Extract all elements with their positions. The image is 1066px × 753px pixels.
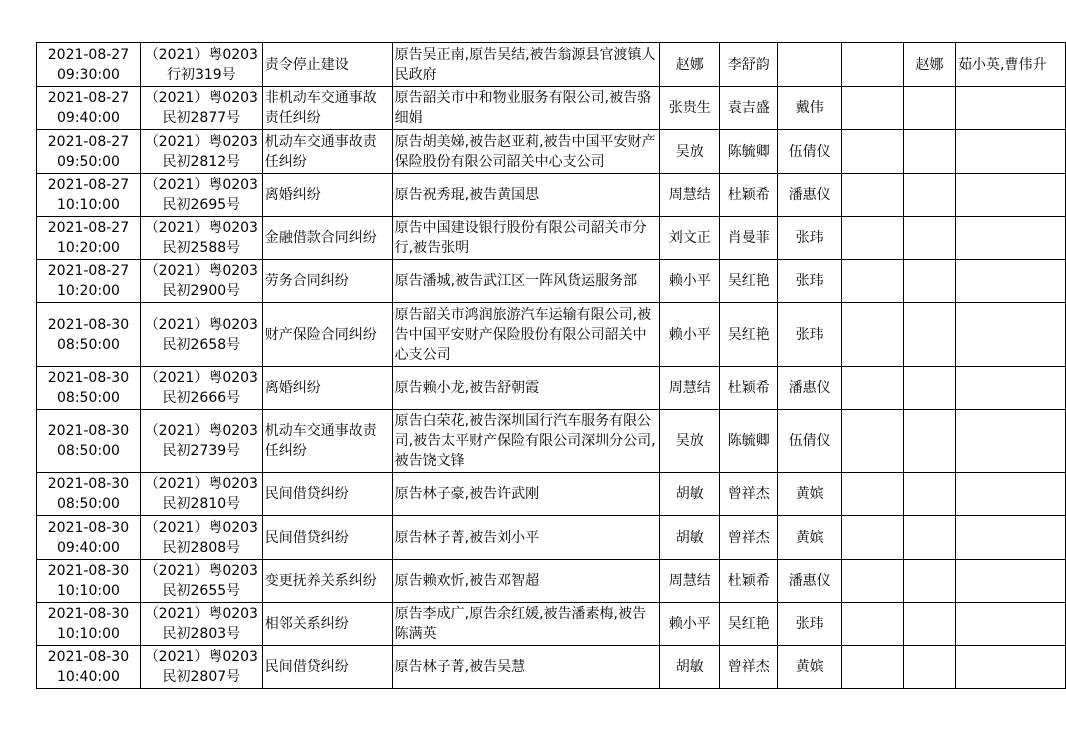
- personnel-cell-4: [842, 603, 904, 646]
- case-cause-cell: 非机动车交通事故责任纠纷: [262, 87, 392, 130]
- table-row: [37, 473, 1066, 516]
- case-number-prefix: （2021）粤0203: [144, 263, 258, 279]
- personnel-cell-4: [842, 43, 904, 87]
- hearing-time: 09:50:00: [57, 153, 120, 170]
- case-number-prefix: （2021）粤0203: [144, 177, 258, 193]
- hearing-date: 2021-08-27: [47, 220, 130, 236]
- personnel-cell-2: 杜颖希: [720, 174, 778, 217]
- case-cause-cell: 相邻关系纠纷: [262, 603, 392, 646]
- parties-cell: 原告中国建设银行股份有限公司韶关市分行,被告张明: [392, 217, 660, 260]
- case-cause-cell: 离婚纠纷: [262, 367, 392, 410]
- table-row: [37, 367, 1066, 410]
- personnel-cell-1: 吴放: [660, 410, 720, 473]
- hearing-time: 09:40:00: [57, 539, 120, 556]
- hearing-datetime-cell: [37, 43, 141, 87]
- hearing-date: 2021-08-30: [47, 476, 130, 492]
- hearing-date: 2021-08-30: [47, 423, 130, 439]
- hearing-time: 10:40:00: [57, 669, 120, 685]
- hearing-time: 10:20:00: [57, 283, 120, 299]
- personnel-cell-4: [842, 646, 904, 689]
- personnel-cell-1: 胡敏: [660, 473, 720, 516]
- case-cause-cell: 责令停止建设: [262, 43, 392, 87]
- case-number-suffix: 民初2695号: [162, 197, 241, 213]
- case-number-prefix: （2021）粤0203: [144, 649, 258, 665]
- table-row: [37, 303, 1066, 367]
- case-number-suffix: 民初2877号: [162, 110, 241, 126]
- case-cause-cell: 机动车交通事故责任纠纷: [262, 410, 392, 473]
- personnel-cell-5: [904, 516, 956, 560]
- hearing-date: 2021-08-30: [47, 316, 130, 333]
- personnel-cell-6: [956, 473, 1066, 516]
- case-number-cell: [140, 603, 262, 646]
- personnel-cell-1: 赖小平: [660, 303, 720, 367]
- hearing-date: 2021-08-30: [47, 563, 130, 579]
- parties-cell: 原告林子菁,被告刘小平: [392, 516, 660, 560]
- personnel-cell-1: 赖小平: [660, 260, 720, 303]
- personnel-cell-5: [904, 367, 956, 410]
- hearing-datetime-cell: [37, 174, 141, 217]
- personnel-cell-1: 刘文正: [660, 217, 720, 260]
- hearing-datetime-cell: [37, 217, 141, 260]
- case-number-cell: [140, 473, 262, 516]
- parties-cell: 原告赖欢忻,被告邓智超: [392, 560, 660, 603]
- personnel-cell-3: 张玮: [778, 260, 842, 303]
- hearing-datetime-cell: [37, 560, 141, 603]
- case-number-suffix: 民初2808号: [162, 539, 241, 556]
- personnel-cell-4: [842, 410, 904, 473]
- personnel-cell-5: 赵娜: [904, 43, 956, 87]
- parties-cell: 原告胡美娣,被告赵亚莉,被告中国平安财产保险股份有限公司韶关中心支公司: [392, 130, 660, 174]
- case-number-suffix: 民初2655号: [162, 583, 241, 599]
- personnel-cell-1: 周慧结: [660, 174, 720, 217]
- personnel-cell-3: 张玮: [778, 603, 842, 646]
- personnel-cell-4: [842, 260, 904, 303]
- case-number-suffix: 民初2658号: [162, 336, 241, 353]
- personnel-cell-3: 黄嫔: [778, 516, 842, 560]
- parties-cell: 原告潘城,被告武江区一阵风货运服务部: [392, 260, 660, 303]
- table-row: [37, 217, 1066, 260]
- case-cause-cell: 离婚纠纷: [262, 174, 392, 217]
- case-number-prefix: （2021）粤0203: [144, 90, 258, 106]
- case-number-prefix: （2021）粤0203: [144, 316, 258, 333]
- personnel-cell-6: [956, 303, 1066, 367]
- personnel-cell-1: 赵娜: [660, 43, 720, 87]
- table-row: [37, 87, 1066, 130]
- personnel-cell-6: [956, 603, 1066, 646]
- hearing-time: 08:50:00: [57, 443, 120, 459]
- case-cause-cell: 金融借款合同纠纷: [262, 217, 392, 260]
- personnel-cell-4: [842, 516, 904, 560]
- case-number-cell: [140, 367, 262, 410]
- parties-cell: 原告吴正南,原告吴结,被告翁源县官渡镇人民政府: [392, 43, 660, 87]
- case-cause-cell: 变更抚养关系纠纷: [262, 560, 392, 603]
- parties-cell: 原告韶关市鸿润旅游汽车运输有限公司,被告中国平安财产保险股份有限公司韶关中心支公司: [392, 303, 660, 367]
- case-cause-cell: 民间借贷纠纷: [262, 516, 392, 560]
- table-row: [37, 174, 1066, 217]
- case-number-prefix: （2021）粤0203: [144, 220, 258, 236]
- personnel-cell-1: 赖小平: [660, 603, 720, 646]
- hearing-datetime-cell: [37, 87, 141, 130]
- personnel-cell-5: [904, 260, 956, 303]
- personnel-cell-2: 杜颖希: [720, 560, 778, 603]
- parties-cell: 原告祝秀琨,被告黄国思: [392, 174, 660, 217]
- case-number-prefix: （2021）粤0203: [144, 133, 258, 150]
- personnel-cell-5: [904, 303, 956, 367]
- personnel-cell-5: [904, 560, 956, 603]
- personnel-cell-2: 曾祥杰: [720, 516, 778, 560]
- case-number-suffix: 民初2812号: [162, 153, 241, 170]
- personnel-cell-5: [904, 410, 956, 473]
- personnel-cell-3: 伍倩仪: [778, 410, 842, 473]
- table-row: [37, 516, 1066, 560]
- case-number-cell: [140, 516, 262, 560]
- case-cause-cell: 机动车交通事故责任纠纷: [262, 130, 392, 174]
- case-number-cell: [140, 260, 262, 303]
- case-number-cell: [140, 410, 262, 473]
- personnel-cell-6: [956, 646, 1066, 689]
- parties-cell: 原告赖小龙,被告舒朝霞: [392, 367, 660, 410]
- personnel-cell-5: [904, 174, 956, 217]
- personnel-cell-3: 戴伟: [778, 87, 842, 130]
- schedule-body: [37, 43, 1066, 689]
- personnel-cell-5: [904, 646, 956, 689]
- hearing-date: 2021-08-27: [47, 90, 130, 106]
- hearing-date: 2021-08-30: [47, 649, 130, 665]
- hearing-time: 10:20:00: [57, 240, 120, 256]
- hearing-time: 09:30:00: [57, 66, 120, 83]
- personnel-cell-2: 吴红艳: [720, 303, 778, 367]
- table-row: [37, 410, 1066, 473]
- personnel-cell-6: [956, 516, 1066, 560]
- case-number-cell: [140, 174, 262, 217]
- parties-cell: 原告白荣花,被告深圳国行汽车服务有限公司,被告太平财产保险有限公司深圳分公司,被告饶文锋: [392, 410, 660, 473]
- hearing-time: 09:40:00: [57, 110, 120, 126]
- personnel-cell-3: 张玮: [778, 217, 842, 260]
- parties-cell: 原告林子菁,被告吴慧: [392, 646, 660, 689]
- parties-cell: 原告李成广,原告余红媛,被告潘素梅,被告陈满英: [392, 603, 660, 646]
- case-number-suffix: 民初2803号: [162, 626, 241, 642]
- personnel-cell-4: [842, 473, 904, 516]
- case-number-suffix: 民初2900号: [162, 283, 241, 299]
- hearing-datetime-cell: [37, 367, 141, 410]
- hearing-date: 2021-08-27: [47, 133, 130, 150]
- hearing-date: 2021-08-30: [47, 606, 130, 622]
- parties-cell: 原告林子豪,被告许武刚: [392, 473, 660, 516]
- hearing-datetime-cell: [37, 473, 141, 516]
- case-number-prefix: （2021）粤0203: [144, 423, 258, 439]
- hearing-date: 2021-08-27: [47, 263, 130, 279]
- case-number-suffix: 民初2807号: [162, 669, 241, 685]
- case-number-suffix: 民初2666号: [162, 390, 241, 406]
- hearing-datetime-cell: [37, 130, 141, 174]
- personnel-cell-6: [956, 367, 1066, 410]
- hearing-datetime-cell: [37, 260, 141, 303]
- case-number-cell: [140, 87, 262, 130]
- hearing-date: 2021-08-27: [47, 46, 130, 63]
- hearing-time: 10:10:00: [57, 626, 120, 642]
- case-number-suffix: 民初2739号: [162, 443, 241, 459]
- hearing-date: 2021-08-27: [47, 177, 130, 193]
- case-number-suffix: 民初2588号: [162, 240, 241, 256]
- personnel-cell-3: 潘惠仪: [778, 367, 842, 410]
- personnel-cell-4: [842, 217, 904, 260]
- personnel-cell-6: 茹小英,曹伟升: [956, 43, 1066, 87]
- hearing-time: 10:10:00: [57, 197, 120, 213]
- personnel-cell-6: [956, 560, 1066, 603]
- personnel-cell-2: 杜颖希: [720, 367, 778, 410]
- case-number-cell: [140, 303, 262, 367]
- case-cause-cell: 民间借贷纠纷: [262, 646, 392, 689]
- personnel-cell-2: 肖曼菲: [720, 217, 778, 260]
- personnel-cell-1: 吴放: [660, 130, 720, 174]
- personnel-cell-3: 黄嫔: [778, 646, 842, 689]
- personnel-cell-2: 曾祥杰: [720, 473, 778, 516]
- personnel-cell-4: [842, 560, 904, 603]
- personnel-cell-4: [842, 174, 904, 217]
- personnel-cell-2: 吴红艳: [720, 260, 778, 303]
- personnel-cell-1: 张贵生: [660, 87, 720, 130]
- hearing-time: 10:10:00: [57, 583, 120, 599]
- table-row: [37, 130, 1066, 174]
- personnel-cell-3: [778, 43, 842, 87]
- hearing-datetime-cell: [37, 516, 141, 560]
- hearing-datetime-cell: [37, 603, 141, 646]
- personnel-cell-6: [956, 87, 1066, 130]
- personnel-cell-3: 黄嫔: [778, 473, 842, 516]
- hearing-datetime-cell: [37, 303, 141, 367]
- parties-cell: 原告韶关市中和物业服务有限公司,被告骆细娟: [392, 87, 660, 130]
- personnel-cell-1: 周慧结: [660, 367, 720, 410]
- personnel-cell-2: 陈毓卿: [720, 130, 778, 174]
- personnel-cell-2: 曾祥杰: [720, 646, 778, 689]
- hearing-date: 2021-08-30: [47, 519, 130, 536]
- hearing-time: 08:50:00: [57, 336, 120, 353]
- case-cause-cell: 民间借贷纠纷: [262, 473, 392, 516]
- personnel-cell-2: 陈毓卿: [720, 410, 778, 473]
- personnel-cell-6: [956, 260, 1066, 303]
- personnel-cell-6: [956, 217, 1066, 260]
- table-row: [37, 560, 1066, 603]
- case-number-prefix: （2021）粤0203: [144, 370, 258, 386]
- personnel-cell-4: [842, 367, 904, 410]
- case-cause-cell: 劳务合同纠纷: [262, 260, 392, 303]
- table-row: [37, 43, 1066, 87]
- table-row: [37, 646, 1066, 689]
- personnel-cell-3: 潘惠仪: [778, 174, 842, 217]
- case-number-cell: [140, 43, 262, 87]
- case-number-prefix: （2021）粤0203: [144, 563, 258, 579]
- hearing-datetime-cell: [37, 646, 141, 689]
- personnel-cell-6: [956, 130, 1066, 174]
- case-number-cell: [140, 560, 262, 603]
- personnel-cell-6: [956, 174, 1066, 217]
- personnel-cell-5: [904, 603, 956, 646]
- case-cause-cell: 财产保险合同纠纷: [262, 303, 392, 367]
- table-row: [37, 603, 1066, 646]
- case-number-cell: [140, 217, 262, 260]
- case-number-cell: [140, 646, 262, 689]
- case-number-prefix: （2021）粤0203: [144, 519, 258, 536]
- personnel-cell-4: [842, 130, 904, 174]
- personnel-cell-4: [842, 303, 904, 367]
- personnel-cell-2: 袁吉盛: [720, 87, 778, 130]
- hearing-date: 2021-08-30: [47, 370, 130, 386]
- personnel-cell-5: [904, 130, 956, 174]
- personnel-cell-6: [956, 410, 1066, 473]
- hearing-datetime-cell: [37, 410, 141, 473]
- personnel-cell-5: [904, 473, 956, 516]
- personnel-cell-3: 潘惠仪: [778, 560, 842, 603]
- case-number-prefix: （2021）粤0203: [144, 476, 258, 492]
- table-row: [37, 260, 1066, 303]
- case-number-prefix: （2021）粤0203: [144, 46, 258, 63]
- hearing-time: 08:50:00: [57, 390, 120, 406]
- case-number-prefix: （2021）粤0203: [144, 606, 258, 622]
- personnel-cell-2: 吴红艳: [720, 603, 778, 646]
- case-number-suffix: 民初2810号: [162, 496, 241, 512]
- hearing-schedule-table: [36, 42, 1066, 689]
- personnel-cell-2: 李舒韵: [720, 43, 778, 87]
- personnel-cell-1: 胡敏: [660, 646, 720, 689]
- personnel-cell-1: 胡敏: [660, 516, 720, 560]
- personnel-cell-3: 伍倩仪: [778, 130, 842, 174]
- personnel-cell-4: [842, 87, 904, 130]
- case-number-suffix: 行初319号: [166, 66, 236, 83]
- case-number-cell: [140, 130, 262, 174]
- hearing-time: 08:50:00: [57, 496, 120, 512]
- personnel-cell-1: 周慧结: [660, 560, 720, 603]
- personnel-cell-3: 张玮: [778, 303, 842, 367]
- personnel-cell-5: [904, 217, 956, 260]
- personnel-cell-5: [904, 87, 956, 130]
